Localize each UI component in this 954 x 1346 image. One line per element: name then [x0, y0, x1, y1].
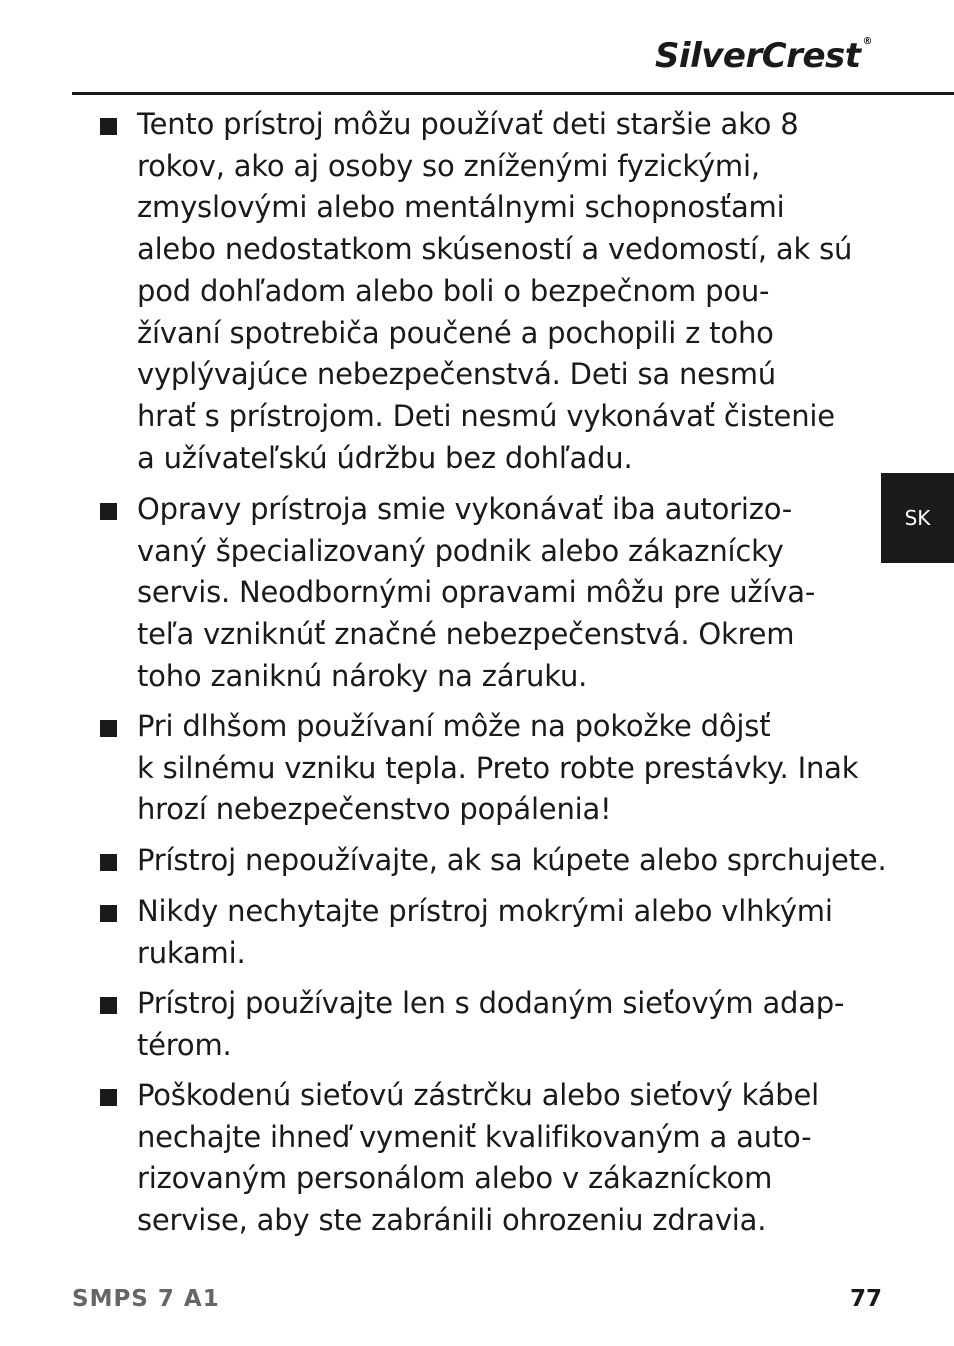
bullet-square-icon: [100, 905, 117, 922]
list-item-line: rokov, ako aj osoby so zníženými fyzickými,: [137, 148, 760, 183]
list-item-line: nechajte ihneď vymeniť kvalifikovaným a auto-: [137, 1119, 812, 1154]
list-item-line: Tento prístroj môžu používať deti staršie ako 8: [137, 107, 799, 141]
list-item-line: alebo nedostatkom skúseností a vedomostí, ak sú: [137, 232, 853, 267]
list-item-line: Opravy prístroja smie vykonávať iba autorizo-: [137, 492, 793, 526]
list-item-line: pod dohľadom alebo boli o bezpečnom pou-: [137, 273, 770, 308]
list-item-line: zmyslovými alebo mentálnymi schopnosťami: [137, 190, 785, 225]
list-item-line: Nikdy nechytajte prístroj mokrými alebo vlhkými: [137, 894, 833, 928]
list-item-line: k silnému vzniku tepla. Preto robte prestávky. Inak: [137, 750, 859, 785]
bullet-square-icon: [100, 1089, 117, 1106]
list-item-line: rizovaným personálom alebo v zákazníckom: [137, 1161, 773, 1196]
list-item-line: térom.: [137, 1027, 232, 1062]
bullet-square-icon: [100, 854, 117, 871]
list-item-line: vaný špecializovaný podnik alebo zákaznícky: [137, 533, 784, 568]
list-item-line: rukami.: [137, 935, 246, 970]
header-rule: [72, 92, 954, 95]
list-item-line: Prístroj používajte len s dodaným sieťovým adap-: [137, 986, 845, 1020]
list-item-line: Pri dlhšom používaní môže na pokožke dôjsť: [137, 709, 771, 743]
list-item-line: žívaní spotrebiča poučené a pochopili z toho: [137, 315, 774, 350]
language-tab: [881, 473, 954, 563]
list-item-line: Prístroj nepoužívajte, ak sa kúpete alebo sprchujete.: [137, 843, 887, 877]
brand-name: SilverCrest: [654, 36, 861, 76]
model-name: SMPS 7 A1: [72, 1286, 220, 1312]
list-item-line: hrať s prístrojom. Deti nesmú vykonávať čistenie: [137, 398, 835, 433]
list-item-line: hrozí nebezpečenstvo popálenia!: [137, 792, 612, 827]
bullet-square-icon: [100, 503, 117, 520]
list-item-line: a užívateľskú údržbu bez dohľadu.: [137, 440, 633, 475]
list-item-line: servise, aby ste zabránili ohrozeniu zdravia.: [137, 1203, 767, 1238]
list-item-line: servis. Neodbornými opravami môžu pre užíva-: [137, 575, 816, 610]
brand-logo: [655, 36, 872, 76]
list-item-line: Poškodenú sieťovú zástrčku alebo sieťový kábel: [137, 1078, 819, 1112]
page-number: 77: [849, 1286, 882, 1312]
bullet-square-icon: [100, 997, 117, 1014]
list-item-line: teľa vzniknúť značné nebezpečenstvá. Okrem: [137, 617, 795, 652]
language-label: SK: [904, 506, 931, 530]
list-item-line: vyplývajúce nebezpečenstvá. Deti sa nesmú: [137, 357, 776, 392]
bullet-square-icon: [100, 720, 117, 737]
registered-mark: ®: [862, 36, 872, 47]
bullet-square-icon: [100, 118, 117, 135]
list-item-line: toho zaniknú nároky na záruku.: [137, 658, 588, 693]
